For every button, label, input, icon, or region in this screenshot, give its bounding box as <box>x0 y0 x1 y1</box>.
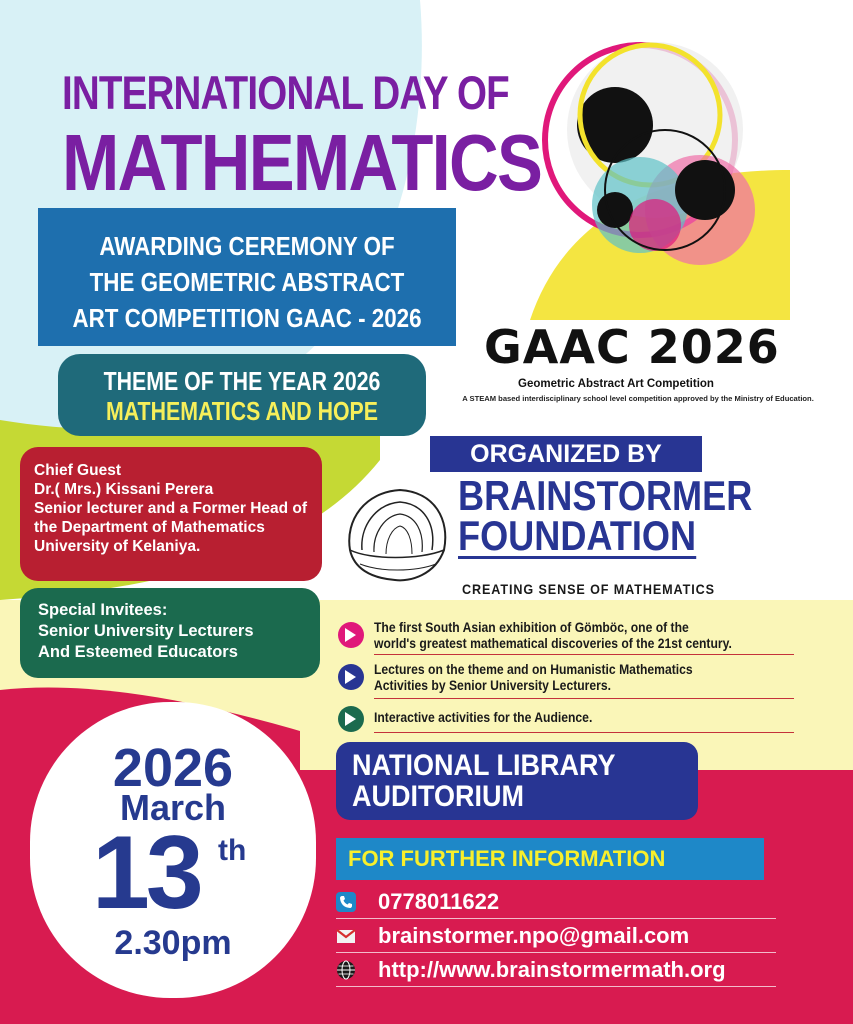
arrow-right-icon <box>338 622 364 648</box>
organizer-name <box>458 472 753 559</box>
divider <box>336 952 776 953</box>
theme-box <box>58 354 426 436</box>
organizer-tagline: CREATING SENSE OF MATHEMATICS <box>462 581 715 597</box>
date-suffix: th <box>218 834 247 867</box>
list-item <box>338 620 808 660</box>
gomboc-logo-icon <box>340 480 456 590</box>
website-url: http://www.brainstormermath.org <box>378 957 726 982</box>
date-badge <box>30 702 316 998</box>
chief-guest-box <box>20 447 322 581</box>
title-line-1: INTERNATIONAL DAY OF <box>62 66 509 119</box>
list-item <box>338 704 808 734</box>
further-info-heading: FOR FURTHER INFORMATION <box>336 838 764 880</box>
divider <box>374 698 794 699</box>
award-line: THE GEOMETRIC ABSTRACT <box>89 267 405 297</box>
gaac-description: A STEAM based interdisciplinary school level competition approved by the Ministry of Education. <box>462 394 814 403</box>
divider <box>374 654 794 655</box>
phone-contact[interactable] <box>336 888 776 918</box>
phone-icon <box>336 892 356 912</box>
theme-heading: THEME OF THE YEAR 2026 <box>103 366 381 396</box>
divider <box>374 732 794 733</box>
date-time: 2.30pm <box>114 924 232 962</box>
globe-icon <box>336 960 356 980</box>
invitees-detail: And Esteemed Educators <box>38 643 238 661</box>
award-ceremony-box <box>38 208 456 346</box>
invitees-detail: Senior University Lecturers <box>38 622 254 640</box>
divider <box>336 918 776 919</box>
organized-by-label: ORGANIZED BY <box>430 436 702 472</box>
chief-guest-detail: Senior lecturer and a Former Head of <box>34 500 308 517</box>
arrow-right-icon <box>338 664 364 690</box>
chief-guest-name: Dr.( Mrs.) Kissani Perera <box>34 481 214 498</box>
website-contact[interactable] <box>336 956 776 986</box>
venue-box <box>336 742 698 820</box>
phone-number: 0778011622 <box>378 889 500 914</box>
award-line: ART COMPETITION GAAC - 2026 <box>72 303 422 333</box>
venue-line-2: AUDITORIUM <box>352 780 524 813</box>
title-line-2: MATHEMATICS <box>62 118 542 207</box>
theme-title: MATHEMATICS AND HOPE <box>105 396 379 426</box>
gaac-subtitle: Geometric Abstract Art Competition <box>518 378 714 390</box>
organizer-name-line-1: BRAINSTORMER <box>458 472 753 519</box>
chief-guest-detail: the Department of Mathematics <box>34 519 265 536</box>
invitees-label: Special Invitees: <box>38 601 168 619</box>
bullet-text: The first South Asian exhibition of Gömböc, one of the world's greatest mathematical discoveries of the 21st century. <box>374 620 732 651</box>
gaac-title: GAAC 2026 <box>484 320 780 374</box>
venue-line-1: NATIONAL LIBRARY <box>352 749 616 782</box>
arrow-right-icon <box>338 706 364 732</box>
chief-guest-label: Chief Guest <box>34 462 121 479</box>
email-address: brainstormer.npo@gmail.com <box>378 923 690 948</box>
date-day: 13 <box>92 815 200 931</box>
organizer-name-line-2: FOUNDATION <box>458 512 697 559</box>
bullet-text: Interactive activities for the Audience. <box>374 710 593 725</box>
gaac-abstract-art <box>520 30 790 320</box>
mail-icon <box>336 926 356 946</box>
award-line: AWARDING CEREMONY OF <box>99 231 395 261</box>
list-item <box>338 662 808 702</box>
email-contact[interactable] <box>336 922 776 952</box>
special-invitees-box <box>20 588 320 678</box>
date-month: March <box>119 787 227 828</box>
divider <box>336 986 776 987</box>
date-year: 2026 <box>112 738 234 798</box>
bullet-text: Lectures on the theme and on Humanistic Mathematics Activities by Senior University Lecturers. <box>374 662 693 693</box>
chief-guest-detail: University of Kelaniya. <box>34 538 201 555</box>
